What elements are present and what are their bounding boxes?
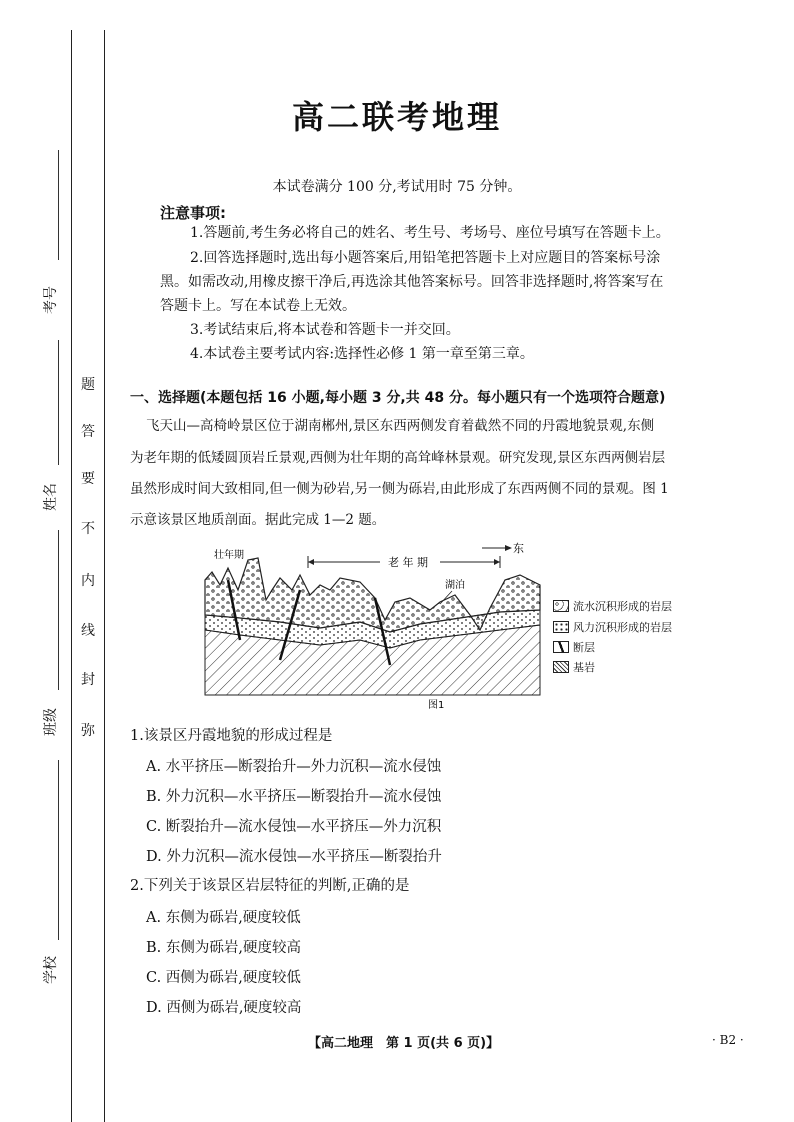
seal-char: 不 [81, 521, 95, 537]
seal-char: 答 [81, 424, 95, 440]
seal-char: 内 [81, 573, 95, 589]
passage-line: 飞天山—高椅岭景区位于湖南郴州,景区东西两侧发育着截然不同的丹霞地貌景观,东侧 [146, 418, 655, 434]
legend-label: 风力沉积形成的岩层 [573, 621, 672, 634]
page-footer: 【高二地理 第 1 页(共 6 页)】 [308, 1036, 500, 1051]
option-a[interactable]: A. 东侧为砾岩,硬度较低 [146, 910, 301, 926]
legend-label: 基岩 [573, 661, 595, 674]
notice-line: 黑。如需改动,用橡皮擦干净后,再选涂其他答案标号。回答非选择题时,将答案写在 [160, 274, 664, 290]
east-arrowhead [505, 545, 512, 551]
legend-fault [553, 639, 595, 655]
page-code: · B2 · [712, 1033, 744, 1047]
arrowhead-right [494, 559, 500, 565]
class-label: 班级 [43, 708, 59, 736]
school-underline [58, 760, 59, 940]
option-b[interactable]: B. 东侧为砾岩,硬度较高 [146, 940, 301, 956]
subtitle: 本试卷满分 100 分,考试用时 75 分钟。 [272, 179, 522, 195]
notice-heading: 注意事项: [160, 204, 226, 222]
question-stem: 2.下列关于该景区岩层特征的判断,正确的是 [130, 878, 410, 894]
figure-caption: 图1 [428, 700, 445, 710]
label-old: 老 年 期 [388, 556, 428, 569]
passage-line: 为老年期的低矮圆顶岩丘景观,西侧为壮年期的高耸峰林景观。研究发现,景区东西两侧岩层 [130, 450, 666, 466]
passage-line: 示意该景区地质剖面。据此完成 1—2 题。 [130, 512, 386, 528]
legend-swatch-bedrock [553, 661, 569, 673]
seal-char: 线 [81, 623, 95, 639]
name-label: 姓名 [43, 483, 59, 511]
exam-title: 高二联考地理 [291, 98, 502, 136]
seal-char: 要 [81, 471, 95, 487]
legend-fluvial [553, 598, 672, 614]
passage-line: 虽然形成时间大致相同,但一侧为砂岩,另一侧为砾岩,由此形成了东西两侧不同的景观。图 1 [130, 481, 669, 497]
label-lake: 湖泊 [445, 580, 465, 591]
legend-label: 断层 [573, 641, 595, 654]
notice-line: 1.答题前,考生务必将自己的姓名、考生号、考场号、座位号填写在答题卡上。 [190, 225, 670, 241]
exam-number-label: 考号 [43, 286, 59, 314]
notice-line: 2.回答选择题时,选出每小题答案后,用铅笔把答题卡上对应题目的答案标号涂 [190, 250, 661, 266]
geologic-profile-figure [200, 540, 550, 710]
name-underline [58, 340, 59, 465]
legend-swatch-fault [553, 641, 569, 653]
class-underline [58, 530, 59, 690]
legend-bedrock [553, 659, 595, 675]
option-c[interactable]: C. 西侧为砾岩,硬度较低 [146, 970, 301, 986]
notice-line: 答题卡上。写在本试卷上无效。 [160, 298, 356, 314]
notice-line: 3.考试结束后,将本试卷和答题卡一并交回。 [190, 322, 460, 338]
legend-swatch-wind [553, 621, 569, 633]
seal-char: 弥 [81, 723, 95, 739]
option-c[interactable]: C. 断裂抬升—流水侵蚀—水平挤压—外力沉积 [146, 819, 442, 835]
option-a[interactable]: A. 水平挤压—断裂抬升—外力沉积—流水侵蚀 [146, 759, 442, 775]
exam-number-underline [58, 150, 59, 260]
notice-line: 4.本试卷主要考试内容:选择性必修 1 第一章至第三章。 [190, 346, 534, 362]
legend-label: 流水沉积形成的岩层 [573, 600, 672, 613]
option-d[interactable]: D. 外力沉积—流水侵蚀—水平挤压—断裂抬升 [146, 849, 442, 865]
section-heading: 一、选择题(本题包括 16 小题,每小题 3 分,共 48 分。每小题只有一个选项符合题意) [130, 390, 666, 406]
option-b[interactable]: B. 外力沉积—水平挤压—断裂抬升—流水侵蚀 [146, 789, 442, 805]
question-stem: 1.该景区丹霞地貌的形成过程是 [130, 728, 333, 744]
label-east: 东 [513, 542, 524, 555]
arrowhead-left [308, 559, 314, 565]
label-young: 壮年期 [214, 550, 244, 561]
seal-char: 封 [81, 672, 95, 688]
legend-wind [553, 619, 672, 635]
school-label: 学校 [43, 956, 59, 984]
seal-char: 题 [81, 377, 95, 393]
legend-swatch-fluvial [553, 600, 569, 612]
option-d[interactable]: D. 西侧为砾岩,硬度较高 [146, 1000, 302, 1016]
